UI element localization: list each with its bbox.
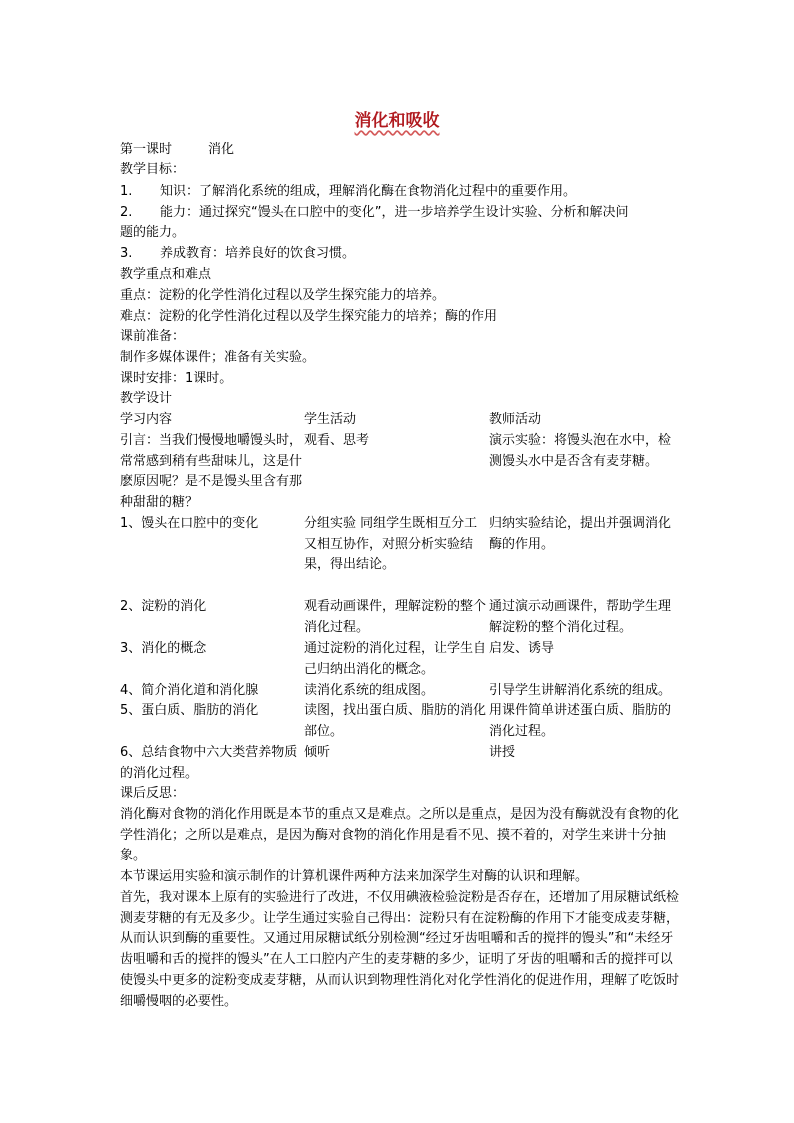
reflection-paragraph-2: 本节课运用实验和演示制作的计算机课件两种方法来加深学生对酶的认识和理解。 xyxy=(120,869,589,884)
table-row-intro-content: 引言：当我们慢慢地嚼馒头时，常常感到稍有些甜味儿，这是什麽原因呢？是不是馒头里含有那种甜甜的糖？ xyxy=(120,433,303,511)
table-row-2-teacher: 通过演示动画课件，帮助学生理解淀粉的整个消化过程。 xyxy=(489,599,672,635)
lesson-line xyxy=(120,140,234,160)
table-row-1-content: 1、馒头在口腔中的变化 xyxy=(120,516,259,531)
table-row-intro-teacher: 演示实验：将馒头泡在水中，检测馒头水中是否含有麦芽糖。 xyxy=(489,433,672,469)
table-row-2-content: 2、淀粉的消化 xyxy=(120,599,207,614)
prep-heading: 课前准备： xyxy=(120,329,186,344)
table-row-4-content: 4、简介消化道和消化腺 xyxy=(120,683,259,698)
reflection-heading: 课后反思： xyxy=(120,786,186,801)
difficult-point: 难点：淀粉的化学性消化过程以及学生探究能力的培养；酶的作用 xyxy=(120,309,498,324)
table-row-5-teacher: 用课件简单讲述蛋白质、脂肪的消化过程。 xyxy=(489,703,672,739)
prep-text: 制作多媒体课件；准备有关实验。 xyxy=(120,350,316,365)
table-row-1-teacher: 归纳实验结论，提出并强调消化酶的作用。 xyxy=(489,516,672,552)
table-row-5-content: 5、蛋白质、脂肪的消化 xyxy=(120,703,259,718)
table-row-6-student: 倾听 xyxy=(304,745,331,760)
lesson-label: 第一课时 xyxy=(120,142,173,157)
table-header-student: 学生活动 xyxy=(304,412,357,427)
key-heading: 教学重点和难点 xyxy=(120,267,212,282)
design-heading: 教学设计 xyxy=(120,391,173,406)
table-row-6-teacher: 讲授 xyxy=(489,745,516,760)
reflection-paragraph-3: 首先，我对课本上原有的实验进行了改进，不仅用碘液检验淀粉是否存在，还增加了用尿糖试纸检测麦芽糖的有无及多少。让学生通过实验自己得出：淀粉只有在淀粉酶的作用下才能变成麦芽糖，从而认识到酶的重要性。又通过用尿糖试纸分别检测“经过牙齿咀嚼和舌的搅拌的馒头”和“未经牙齿咀嚼和舌的搅拌的馒头”在人工口腔内产生的麦芽糖的多少，证明了牙齿的咀嚼和舌的搅拌可以使馒头中更多的淀粉变成麦芽糖，从而认识到物理性消化对化学性消化的促进作用，理解了吃饭时细嚼慢咽的必要性。 xyxy=(120,890,680,1009)
table-header-content: 学习内容 xyxy=(120,412,173,427)
table-row-5-student: 读图，找出蛋白质、脂肪的消化部位。 xyxy=(304,703,487,739)
reflection-paragraph-1: 消化酶对食物的消化作用既是本节的重点又是难点。之所以是重点，是因为没有酶就没有食物的化学性消化；之所以是难点，是因为酶对食物的消化作用是看不见、摸不着的，对学生来讲十分抽象。 xyxy=(120,807,680,864)
table-row-intro-student: 观看、思考 xyxy=(304,433,370,448)
table-row-2-student: 观看动画课件，理解淀粉的整个消化过程。 xyxy=(304,599,487,635)
goal-item-3: 3. 养成教育：培养良好的饮食习惯。 xyxy=(120,246,356,261)
table-row-3-student: 通过淀粉的消化过程，让学生自己归纳出消化的概念。 xyxy=(304,641,487,677)
goal-item-2: 2. 能力：通过探究“馒头在口腔中的变化”，进一步培养学生设计实验、分析和解决问 xyxy=(120,205,629,220)
goals-heading: 教学目标： xyxy=(120,162,186,177)
goal-item-2-cont: 题的能力。 xyxy=(120,225,186,240)
table-header-teacher: 教师活动 xyxy=(489,412,542,427)
goal-item-1: 1. 知识：了解消化系统的组成，理解消化酶在食物消化过程中的重要作用。 xyxy=(120,184,577,199)
table-row-4-student: 读消化系统的组成图。 xyxy=(304,683,435,698)
table-row-1-student: 分组实验 同组学生既相互分工又相互协作，对照分析实验结果，得出结论。 xyxy=(304,516,478,573)
table-row-6-content: 6、总结食物中六大类营养物质的消化过程。 xyxy=(120,745,298,781)
schedule: 课时安排：1课时。 xyxy=(120,371,233,386)
table-row-4-teacher: 引导学生讲解消化系统的组成。 xyxy=(489,683,672,698)
key-point: 重点：淀粉的化学性消化过程以及学生探究能力的培养。 xyxy=(120,288,446,303)
table-row-3-teacher: 启发、诱导 xyxy=(489,641,555,656)
page-title: 消化和吸收 xyxy=(354,111,440,131)
lesson-name: 消化 xyxy=(208,142,235,157)
table-row-3-content: 3、消化的概念 xyxy=(120,641,207,656)
